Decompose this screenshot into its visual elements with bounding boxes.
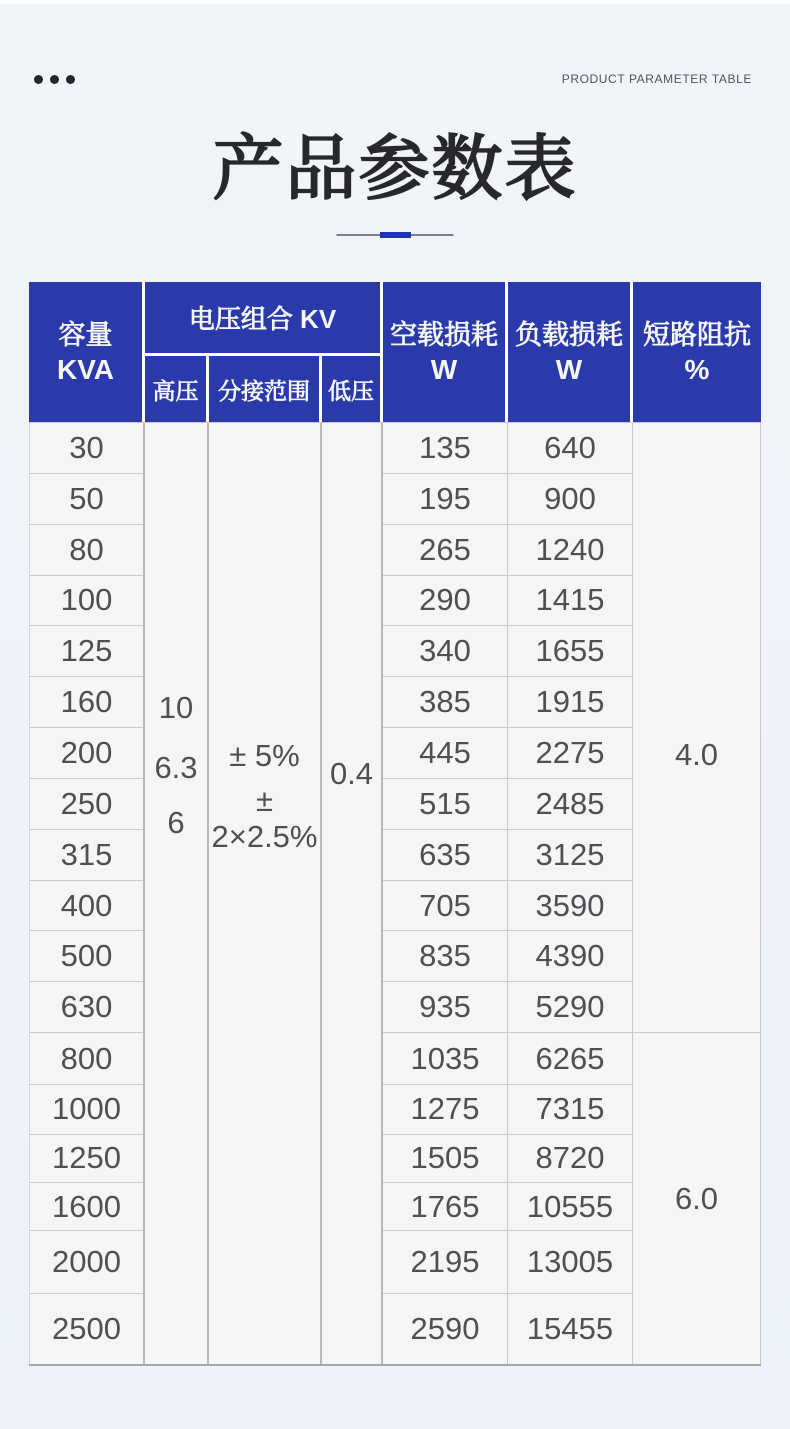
kva-cell: 800	[30, 1033, 143, 1085]
tap-range-merged-cell	[209, 423, 322, 1364]
header-voltage-subrow	[145, 356, 380, 422]
load-cell: 8720	[508, 1135, 632, 1183]
kva-cell: 200	[30, 728, 143, 779]
header-no-load-zh: 空载损耗	[390, 320, 498, 350]
header-voltage-combination	[145, 282, 380, 356]
load-cell: 5290	[508, 982, 632, 1033]
table-body	[29, 422, 761, 1366]
capacity-column	[29, 423, 145, 1364]
no-load-cell: 445	[383, 728, 507, 779]
load-loss-column	[508, 423, 633, 1364]
header-capacity-zh: 容量	[58, 320, 113, 350]
kva-cell: 2000	[30, 1231, 143, 1294]
header-impedance-unit: %	[684, 354, 710, 385]
header-high-voltage: 高压	[145, 356, 209, 422]
divider-accent-bar	[380, 232, 411, 238]
header-no-load-loss	[383, 282, 508, 422]
high-voltage-merged-cell	[145, 423, 209, 1364]
no-load-cell: 135	[383, 423, 507, 474]
no-load-cell: 635	[383, 830, 507, 881]
no-load-cell: 1275	[383, 1085, 507, 1135]
no-load-cell: 515	[383, 779, 507, 830]
no-load-cell: 290	[383, 576, 507, 627]
kva-cell: 125	[30, 626, 143, 677]
dot-icon	[50, 75, 59, 84]
impedance-value: 4.0	[674, 737, 719, 772]
impedance-value: 6.0	[674, 1180, 719, 1216]
impedance-merged-cell	[633, 423, 760, 1033]
load-cell: 1915	[508, 677, 632, 728]
no-load-cell: 2195	[383, 1231, 507, 1294]
load-cell: 900	[508, 474, 632, 525]
load-cell: 4390	[508, 931, 632, 982]
kva-cell: 315	[30, 830, 143, 881]
header-load-loss	[508, 282, 633, 422]
kva-cell: 630	[30, 982, 143, 1033]
top-white-strip	[0, 0, 790, 4]
load-cell: 13005	[508, 1231, 632, 1294]
no-load-cell: 1035	[383, 1033, 507, 1085]
kva-cell: 1600	[30, 1183, 143, 1232]
load-cell: 2275	[508, 728, 632, 779]
kva-cell: 500	[30, 931, 143, 982]
load-cell: 2485	[508, 779, 632, 830]
no-load-loss-column	[383, 423, 508, 1364]
no-load-cell: 340	[383, 626, 507, 677]
table-header	[29, 282, 761, 422]
header-impedance-zh: 短路阻抗	[643, 320, 751, 350]
lv-value: 0.4	[329, 756, 374, 791]
header-capacity-en: KVA	[56, 354, 115, 385]
eyebrow-label: PRODUCT PARAMETER TABLE	[561, 72, 752, 86]
dot-icon	[66, 75, 75, 84]
header-low-voltage: 低压	[322, 356, 380, 422]
low-voltage-merged-cell	[322, 423, 383, 1364]
kva-cell: 1000	[30, 1085, 143, 1135]
page-title: 产品参数表	[212, 130, 578, 209]
hv-value: 10	[158, 690, 194, 725]
kva-cell: 250	[30, 779, 143, 830]
impedance-merged-cell	[633, 1033, 760, 1364]
kva-cell: 80	[30, 525, 143, 576]
tap-range-value: ± 2×2.5%	[211, 783, 318, 854]
header-voltage-group	[145, 282, 383, 422]
load-cell: 1240	[508, 525, 632, 576]
no-load-cell: 935	[383, 982, 507, 1033]
no-load-cell: 705	[383, 881, 507, 932]
hv-value: 6.3	[154, 750, 198, 785]
header-voltage-label: 电压组合 KV	[188, 304, 337, 334]
kva-cell: 1250	[30, 1135, 143, 1183]
kva-cell: 2500	[52, 1311, 121, 1347]
no-load-cell: 1765	[383, 1183, 507, 1232]
header-load-unit: W	[555, 354, 583, 385]
kva-cell: 160	[30, 677, 143, 728]
load-cell: 7315	[508, 1085, 632, 1135]
title-divider	[337, 234, 454, 236]
ellipsis-icon	[34, 75, 75, 84]
load-cell: 15455	[526, 1311, 614, 1347]
load-cell: 6265	[508, 1033, 632, 1085]
kva-cell: 50	[30, 474, 143, 525]
no-load-cell: 265	[383, 525, 507, 576]
dot-icon	[34, 75, 43, 84]
tap-range-value: ± 5%	[229, 738, 300, 773]
load-cell: 10555	[508, 1183, 632, 1232]
header-tap-range: 分接范围	[209, 356, 322, 422]
header-load-zh: 负载损耗	[515, 320, 623, 350]
kva-cell: 400	[30, 881, 143, 932]
load-cell: 1415	[508, 576, 632, 627]
load-cell: 640	[508, 423, 632, 474]
no-load-cell: 835	[383, 931, 507, 982]
parameter-table	[29, 282, 761, 1366]
header-no-load-unit: W	[430, 354, 458, 385]
impedance-column	[633, 423, 761, 1364]
no-load-cell: 2590	[410, 1311, 480, 1347]
load-cell: 3590	[508, 881, 632, 932]
kva-cell: 100	[30, 576, 143, 627]
header-impedance	[633, 282, 761, 422]
load-cell: 3125	[508, 830, 632, 881]
hv-value: 6	[167, 805, 185, 840]
kva-cell: 30	[30, 423, 143, 474]
load-cell: 1655	[508, 626, 632, 677]
no-load-cell: 195	[383, 474, 507, 525]
no-load-cell: 385	[383, 677, 507, 728]
no-load-cell: 1505	[383, 1135, 507, 1183]
header-capacity	[29, 282, 145, 422]
